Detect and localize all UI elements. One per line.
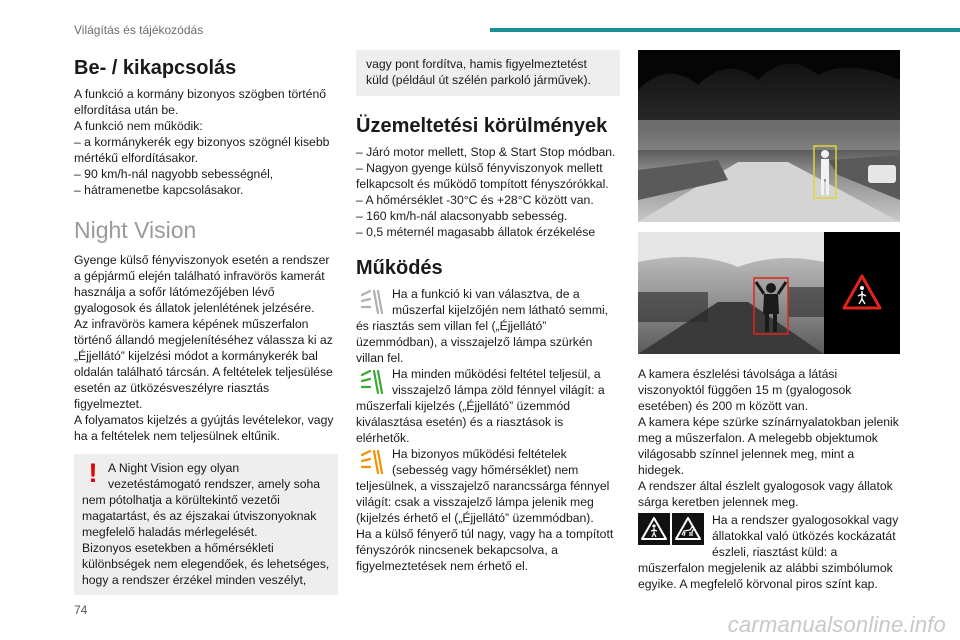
continued-warning-box xyxy=(356,50,620,96)
section-heading-onoff: Be- / kikapcsolás xyxy=(74,57,237,79)
onoff-line-3: – a kormánykerék egy bizonyos szögnél kisebb mértékű elfordításakor. xyxy=(74,135,330,165)
warning-icon: ! xyxy=(88,458,98,488)
header-title: Világítás és tájékozódás xyxy=(74,23,204,37)
onoff-line-1: A funkció a kormány bizonyos szögben történő elfordítása után be. xyxy=(74,87,327,117)
operation-text-green: Ha minden működési feltétel teljesül, a visszajelző lámpa zöld fénnyel világít: a műszerfali kijelzés („Éjjellátó” üzemmód kiválasztása esetén) és a riasztások is elérhetők. xyxy=(356,367,605,445)
operation-text-orange: Ha bizonyos működési feltételek (sebesség vagy hőmérséklet) nem teljesülnek, a visszajelző narancssárga fénnyel világít: csak a visszajelző lámpa jelenik meg (kijelzés érhető el („Éjjellátó” üzemmódban). xyxy=(356,447,610,525)
dashboard-light-orange-icon xyxy=(356,447,386,477)
nv-paragraph-1: Gyenge külső fényviszonyok esetén a rendszer a gépjármű elején található infravörös kamerát használja a sofőr látómezőjében lévő gyalogosok és állatok jelenlétének jelzésére. xyxy=(74,253,330,315)
warning-text-1: A Night Vision egy olyan vezetéstámogató rendszer, amely soha nem pótolhatja a körültekintő vezetői magatartást, és az éjszakai útviszonyoknak megfelelő haladás mérlegelését. xyxy=(82,461,321,539)
animal-alert-icon xyxy=(672,513,704,545)
column-middle xyxy=(356,56,620,574)
onoff-line-5: – hátramenetbe kapcsolásakor. xyxy=(74,183,244,197)
operation-text-grey: Ha a funkció ki van választva, de a műszerfal kijelzőjén nem látható semmi, és riasztás sem villan fel („Éjjellátó” üzemmódban), a visszajelző lámpa szürkén villan fel. xyxy=(356,287,609,365)
onoff-line-4: – 90 km/h-nál nagyobb sebességnél, xyxy=(74,167,274,181)
column-left xyxy=(74,56,338,595)
grayscale-text: A kamera képe szürke színárnyalatokban jelenik meg a műszerfalon. A melegebb objektumok világosabb színnel jelennek meg, mint a hidegek. xyxy=(638,415,899,477)
dashboard-light-grey-icon xyxy=(356,287,386,317)
page-number: 74 xyxy=(74,603,88,617)
nv-paragraph-2: Az infravörös kamera képének műszerfalon történő állandó megjelenítéséhez válassza ki az „Éjjellátó” kijelzési módot a kormánykerék bal oldalán található tárcsán. A feltételek teljesülése esetén az ütközésveszélyre riasztás figyelmeztet. xyxy=(74,317,333,411)
condition-5: – 0,5 méternél magasabb állatok érzékelése xyxy=(356,225,596,239)
condition-1: – Járó motor mellett, Stop & Start Stop módban. xyxy=(356,145,616,159)
nv-paragraph-3: A folyamatos kijelzés a gyújtás levételekor, vagy ha a feltételek nem teljesülnek eltűnik. xyxy=(74,413,334,443)
detection-range-text: A kamera észlelési távolsága a látási viszonyoktól függően 15 m (gyalogosok esetében) és 200 m között van. xyxy=(638,367,852,413)
thermal-camera-image-pedestrian xyxy=(638,50,900,222)
section-heading-operation: Működés xyxy=(356,257,443,279)
operation-green xyxy=(356,366,620,446)
continued-warning-text: vagy pont fordítva, hamis figyelmeztetést küld (például út szélén parkoló járművek). xyxy=(366,57,591,87)
warning-text-2: Bizonyos esetekben a hőmérsékleti különbségek nem elegendőek, és lehetséges, hogy a rendszer érzékel minden veszélyt, xyxy=(82,541,330,587)
section-heading-night-vision: Night Vision xyxy=(74,217,197,243)
condition-2: – Nagyon gyenge külső fényviszonyok mellett felkapcsolt és működő tompított fényszórókkal. xyxy=(356,161,609,191)
operation-grey xyxy=(356,286,620,366)
column-right xyxy=(638,50,900,592)
section-heading-conditions: Üzemeltetési körülmények xyxy=(356,115,608,137)
warning-box xyxy=(74,454,338,595)
yellow-frame-text: A rendszer által észlelt gyalogosok vagy állatok sárga keretben jelennek meg. xyxy=(638,479,893,509)
onoff-line-2: A funkció nem működik: xyxy=(74,119,203,133)
pedestrian-alert-icon xyxy=(638,513,670,545)
header-accent-bar xyxy=(490,28,960,32)
alert-symbols xyxy=(638,513,706,545)
operation-orange xyxy=(356,446,620,526)
thermal-camera-image-alert xyxy=(638,232,900,354)
collision-alert-text: Ha a rendszer gyalogosokkal vagy állatokkal való ütközés kockázatát észleli, riasztást küld: a műszerfalon megjelenik az alábbi szimbólumok egyike. A megfelelő körvonal piros színt kap. xyxy=(638,513,899,591)
operation-text-unavailable: Ha a külső fényerő túl nagy, vagy ha a tompított fényszórók nincsenek bekapcsolva, a figyelmeztetések nem érhető el. xyxy=(356,527,614,573)
dashboard-light-green-icon xyxy=(356,367,386,397)
condition-4: – 160 km/h-nál alacsonyabb sebesség. xyxy=(356,209,568,223)
alert-symbols-line xyxy=(638,512,900,592)
condition-3: – A hőmérséklet -30°C és +28°C között van. xyxy=(356,193,594,207)
watermark: carmanualsonline.info xyxy=(727,612,946,637)
